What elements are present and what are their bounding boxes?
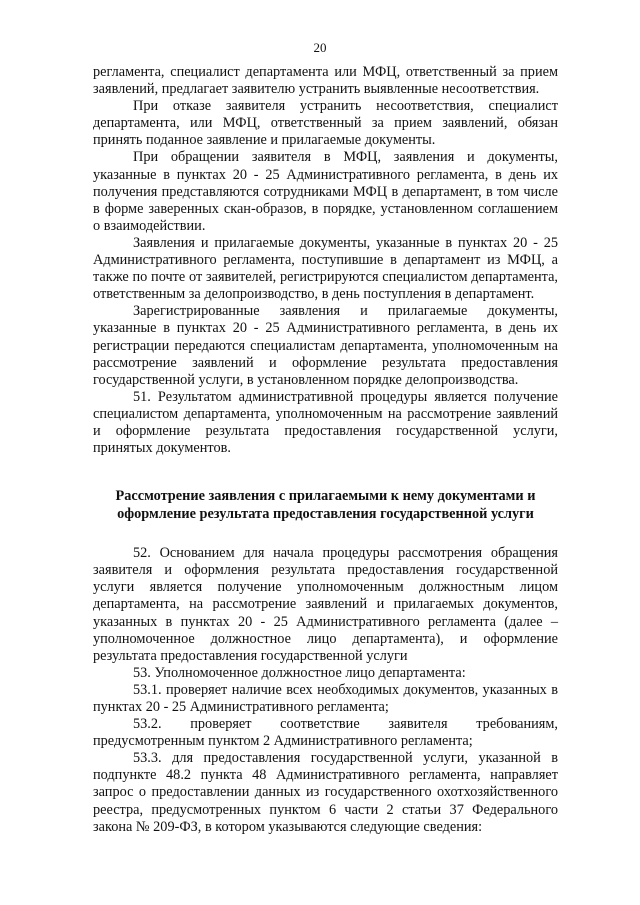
- page-number: 20: [313, 40, 327, 55]
- document-body: [93, 64, 558, 836]
- paragraph: 53.2. проверяет соответствие заявителя требованиям, предусмотренным пунктом 2 Административного регламента;: [93, 716, 558, 750]
- spacer: [93, 523, 558, 545]
- paragraph: 53.3. для предоставления государственной услуги, указанной в подпункте 48.2 пункта 48 Административного регламента, направляет запрос о предоставлении данных из государственного охотхозяйственного реестра, предусмотренных пунктом 6 части 2 статьи 37 Федерального закона № 209-ФЗ, в котором указываются следующие сведения:: [93, 750, 558, 835]
- paragraph: 53.1. проверяет наличие всех необходимых документов, указанных в пунктах 20 - 25 Административного регламента;: [93, 681, 558, 715]
- paragraph: 52. Основанием для начала процедуры рассмотрения обращения заявителя и оформления результата предоставления государственной услуги является получение уполномоченным должностным лицом департамента, на рассмотрение заявлений и прилагаемых документов, указанных в пунктах 20 - 25 Административного регламента (далее – уполномоченное должностное лицо департамента), и оформление результата предоставления государственной услуги: [93, 545, 558, 664]
- paragraph: При обращении заявителя в МФЦ, заявления и документы, указанные в пунктах 20 - 25 Административного регламента, в день их получения представляются сотрудниками МФЦ в департамент, в том числе в форме заверенных скан-образов, в порядке, установленном соглашением о взаимодействии.: [93, 149, 558, 234]
- paragraph: Заявления и прилагаемые документы, указанные в пунктах 20 - 25 Административного регламента, поступившие в департамент из МФЦ, а также по почте от заявителей, регистрируются специалистом департамента, ответственным за делопроизводство, в день поступления в департамент.: [93, 234, 558, 303]
- spacer: [93, 457, 558, 487]
- paragraph: 53. Уполномоченное должностное лицо департамента:: [133, 664, 466, 681]
- paragraph: При отказе заявителя устранить несоответствия, специалист департамента, или МФЦ, ответственный за прием заявлений, обязан принять поданное заявление и прилагаемые документы.: [93, 98, 558, 149]
- paragraph: 51. Результатом административной процедуры является получение специалистом департамента, уполномоченным на рассмотрение заявлений и оформление результата предоставления государственной услуги, принятых документов.: [93, 388, 558, 457]
- section-heading: Рассмотрение заявления с прилагаемыми к нему документами и оформление результата предоставления государственной услуги: [115, 488, 536, 523]
- paragraph: Зарегистрированные заявления и прилагаемые документы, указанные в пунктах 20 - 25 Административного регламента, в день их регистрации передаются специалистам департамента, уполномоченным на рассмотрение заявлений и оформление результата предоставления государственной услуги, в установленном порядке делопроизводства.: [93, 303, 558, 388]
- paragraph: регламента, специалист департамента или МФЦ, ответственный за прием заявлений, предлагает заявителю устранить выявленные несоответствия.: [93, 64, 558, 98]
